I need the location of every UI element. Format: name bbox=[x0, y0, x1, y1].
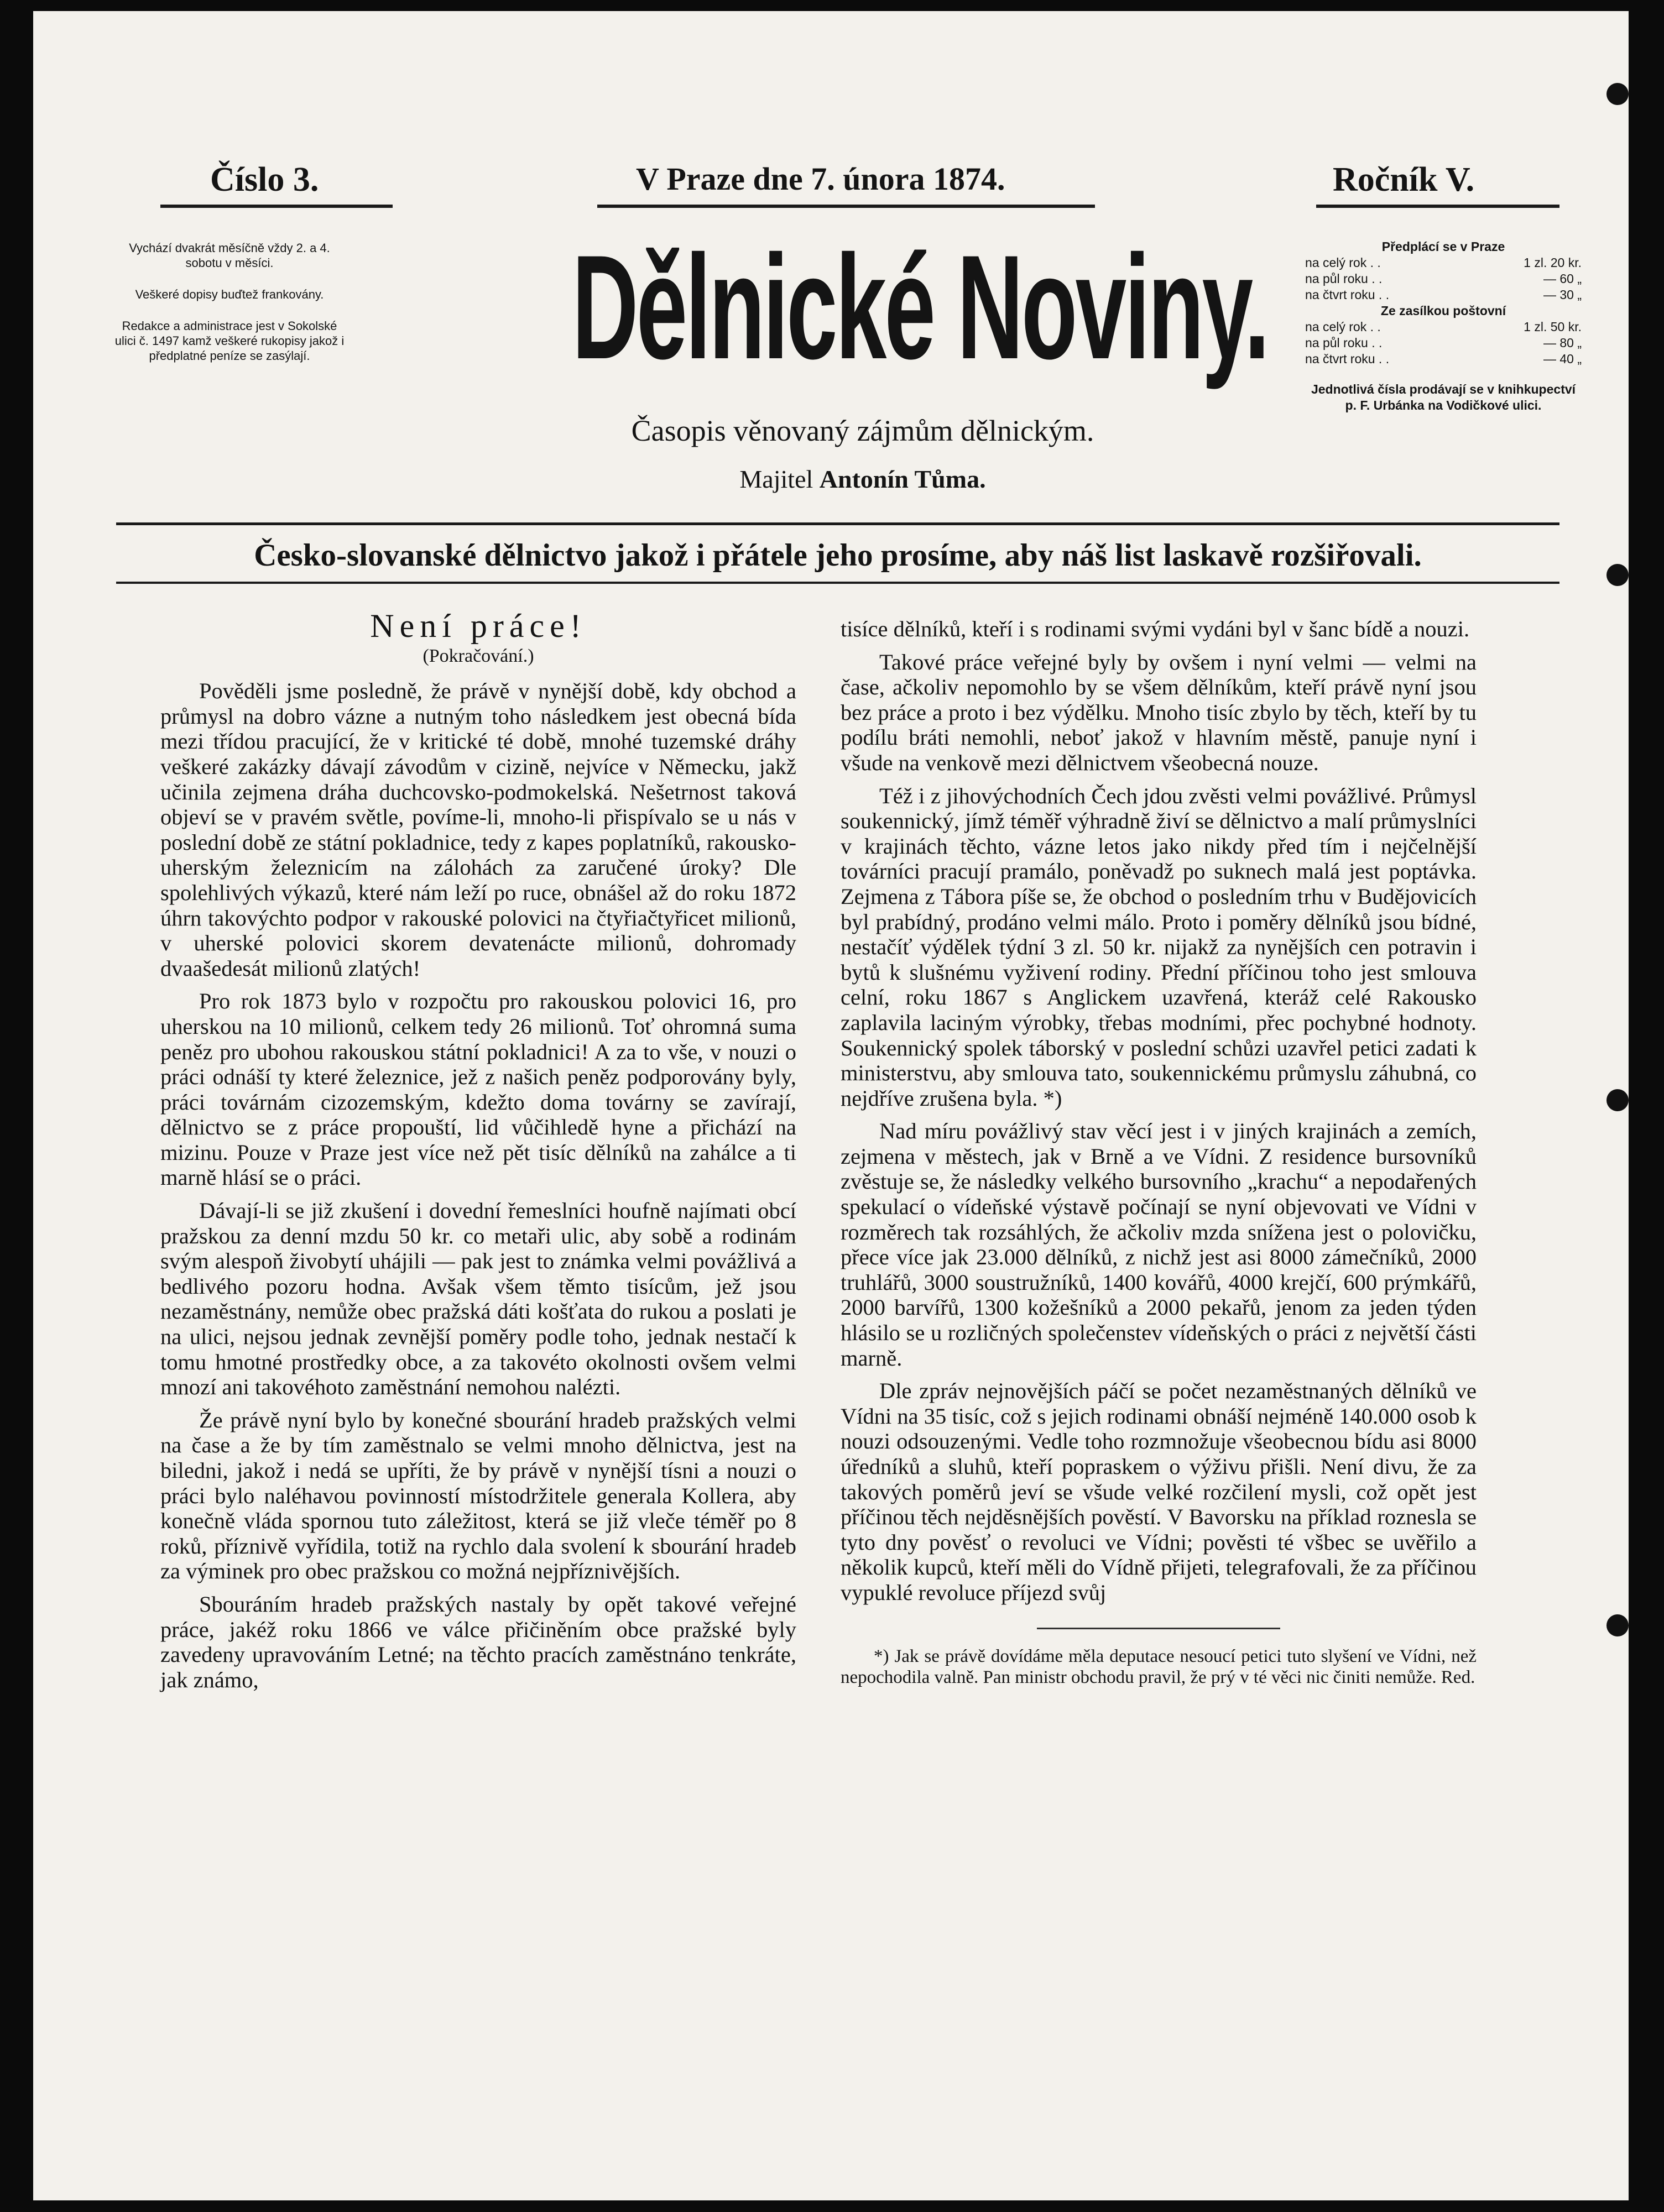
price-row: na celý rok . . 1 zl. 50 kr. bbox=[1305, 320, 1582, 334]
footnote-divider bbox=[1037, 1628, 1280, 1629]
single-issue-note: Jednotlivá čísla prodávají se v knihkupectví p. F. Urbánka na Vodičkové ulici. bbox=[1311, 382, 1576, 412]
paragraph: Dávají-li se již zkušení i dovední řemeslníci houfně najímati obcí pražskou za denní mzdu 50 kr. co metaři ulic, aby sobě a rodinám svým alespoň živobytí uhájili — pak jest to známka velmi povážlivá a bedlivého pozoru hodna. Avšak všem těmto tisícům, jež jsou nezaměstnány, nemůže obec pražská dáti košťata do rukou a poslati je na ulici, nejsou jednak zevnější poměry podle toho, jednak nestačí k tomu hmotné prostředky obce, a za takovéto okolnosti ovšem velmi mnozí ani takovéhoto zaměstnání nemohou nalézti. bbox=[160, 1198, 796, 1400]
price-row: na půl roku . . — 80 „ bbox=[1305, 336, 1582, 350]
price-row: na půl roku . . — 60 „ bbox=[1305, 271, 1582, 286]
column-left bbox=[160, 608, 796, 1700]
info-postage: Veškeré dopisy buďtež frankovány. bbox=[135, 287, 324, 301]
paragraph: Sbouráním hradeb pražských nastaly by opět takové veřejné práce, jakéž roku 1866 ve válce přičiněním obce pražské byly zavedeny upravováním Letné; na těchto pracích zaměstnáno tenkráte, jak známo, bbox=[160, 1591, 796, 1692]
banner-rule-bottom bbox=[116, 582, 1559, 584]
publication-info bbox=[111, 240, 348, 380]
prague-heading: Předplácí se v Praze bbox=[1381, 239, 1505, 254]
paragraph: Pro rok 1873 bylo v rozpočtu pro rakouskou polovici 16, pro uherskou na 10 milionů, celkem tedy 26 milionů. Toť ohromná suma peněz pro ubohou rakouskou státní pokladnici! A za to vše, v nouzi o práci odnáší ty které železnice, jež z našich peněz podporovány byly, práci továrnám cizozemským, kdežto doma továrny se zavírají, dělnictvo se z práce propouští, lid vůčihledě hyne a přichází na mizinu. Pouze v Praze jest více než pět tisíc dělníků na zahálce a ti marně hlásí se o práci. bbox=[160, 989, 796, 1190]
owner-label: Majitel bbox=[739, 465, 813, 493]
issue-date: V Praze dne 7. února 1874. bbox=[636, 161, 1005, 197]
binding-hole bbox=[1606, 1089, 1629, 1111]
rule-right bbox=[1316, 205, 1559, 208]
masthead-subtitle: Časopis věnovaný zájmům dělnickým. bbox=[631, 414, 1094, 447]
paragraph: Též i z jihovýchodních Čech jdou zvěsti velmi povážlivé. Průmysl soukennický, jímž téměř výhradně živí se dělnictvo a malí průmyslníci v krajinách těchto, vázne letos jako nikdy před tím i nejčelnější továrníci pracují pramálo, poněvadž po suknech malá jest poptávka. Zejmena z Tábora píše se, že obchod o posledním trhu v Budějovicích byl prabídný, prodáno velmi málo. Proto i poměry dělníků jsou bídné, nestačíť výdělek týdní 3 zl. 50 kr. nijakž za nynějších cen potravin i bytů k slušnému vyživení rodiny. Přední příčinou toho jest smlouva celní, roku 1867 s Anglickem uzavřená, kteráž celé Rakousko zaplavila laciným výrobky, třebas modními, přec pochybné hodnoty. Soukennický spolek táborský v poslední schůzi uzavřel petici zadati k ministerstvu, aby smlouva tato, soukennickému průmyslu záhubná, co nejdříve zrušena byla. *) bbox=[841, 783, 1477, 1111]
article-title: Není práce! bbox=[370, 608, 587, 644]
issue-number: Číslo 3. bbox=[210, 161, 319, 198]
paragraph: Že právě nyní bylo by konečné sbourání hradeb pražských velmi na čase a že by tím zaměstnalo se velmi mnoho dělnictva, jest na biledni, jakož i nedá se upříti, že by právě v nynější tísni a nouzi o práci bylo naléhavou povinností místodržitele generala Kollera, aby konečně vláda spornou tuto záležitost, která se již vleče téměř po 8 roků, příznivě vyřídila, totiž na rychlo dala svolení k sbourání hradeb za výminek pro obec pražskou co možná nejpříznivějších. bbox=[160, 1407, 796, 1584]
owner-name: Antonín Tůma. bbox=[819, 465, 986, 493]
article-continued: (Pokračování.) bbox=[422, 645, 534, 666]
footnote: *) Jak se právě dovídáme měla deputace nesoucí petici tuto slyšení ve Vídni, než nepochodila valně. Pan ministr obchodu pravil, že prý v té věci nic činiti nemůže. Red. bbox=[841, 1646, 1477, 1687]
binding-hole bbox=[1606, 564, 1629, 586]
paragraph: Nad míru povážlivý stav věcí jest i v jiných krajinách a zemích, zejmena v městech, jak v Brně a ve Vídni. Z residence bursovníků zvěstuje se, že následky velkého bursovního „krachu“ a nepodařených spekulací o vídeňské výstavě počínají se nyní objevovati ve Vídni v rozměrech tak rozsáhlých, že ačkoliv mzda snížena jest o polovičku, přece více jak 23.000 dělníků, z nichž jest asi 8000 zámečníků, 2000 truhlářů, 3000 soustružníků, 1400 kovářů, 4000 krejčí, 600 prýmkářů, 2000 barvířů, 1300 kožešníků a 2000 pekařů, jenom za jeden týden hlásilo se u rozličných společenstev vídeňských o práci z největší části marně. bbox=[841, 1118, 1477, 1371]
binding-hole bbox=[1606, 1614, 1629, 1636]
rule-center bbox=[597, 205, 1095, 208]
paragraph: Takové práce veřejné byly by ovšem i nyní velmi — velmi na čase, ačkoliv nepomohlo by se všem dělníkům, kteří právě nyní jsou bez práce a proto i bez výdělku. Mnoho tisíc zbylo by těch, kteří by tu podílu bráti nemohli, neboť jakož v hlavním městě, panuje nyní i všude na venkově mezi dělnictvem všeobecná nouze. bbox=[841, 649, 1477, 775]
banner-rule-top bbox=[116, 522, 1559, 525]
newspaper-page bbox=[33, 11, 1629, 2200]
paragraph: tisíce dělníků, kteří i s rodinami svými vydáni byl v šanc bídě a nouzi. bbox=[841, 616, 1470, 641]
binding-hole bbox=[1606, 83, 1629, 105]
subscription-prices bbox=[1305, 239, 1582, 414]
price-row: na čtvrt roku . . — 40 „ bbox=[1305, 352, 1582, 366]
masthead-title: Dělnické Noviny. bbox=[572, 224, 1268, 390]
post-heading: Ze zasílkou poštovní bbox=[1380, 304, 1506, 318]
info-frequency: Vychází dvakrát měsíčně vždy 2. a 4. sobotu v měsíci. bbox=[129, 241, 330, 270]
info-editorial-office: Redakce a administrace jest v Sokolské ulici č. 1497 kamž veškeré rukopisy jakož i předplatné peníze se zasýlají. bbox=[114, 319, 345, 363]
price-row: na celý rok . . 1 zl. 20 kr. bbox=[1305, 255, 1582, 270]
paragraph: Pověděli jsme posledně, že právě v nynější době, kdy obchod a průmysl na dobro vázne a nutným toho následkem jest obecná bída mezi třídou pracující, že v kritické té době, mnohé tuzemské dráhy veškeré zakázky dávají závodům v cizině, nejvíce v Německu, jakž učinila zejmena dráha duchcovsko-podmokelská. Nešetrnost taková objeví se v pravém světle, povíme-li, mnoho-li přispívalo se u nás v poslední době ze státní pokladnice, tedy z kapes poplatníků, rakousko-uherským železnicím na zálohách za zaručené úroky? Dle spolehlivých výkazů, které nám leží po ruce, obnášel až do roku 1872 úhrn takovýchto podpor v rakouské polovici na čtyřiačtyřicet milionů, v uherské polovici skorem devatenácte milionů, dohromady dvaašedesát milionů zlatých! bbox=[160, 678, 796, 981]
rule-left bbox=[160, 205, 393, 208]
volume: Ročník V. bbox=[1333, 161, 1475, 198]
price-row: na čtvrt roku . . — 30 „ bbox=[1305, 287, 1582, 302]
paragraph: Dle zpráv nejnovějších páčí se počet nezaměstnaných dělníků ve Vídni na 35 tisíc, což s jejich rodinami obnáší nejméně 140.000 osob k nouzi odsouzenými. Vedle toho rozmnožuje všeobecnou bídu asi 8000 úředníků a sluhů, kteří popraskem o výživu přišli. Není divu, že za takových poměrů jeví se všude velké rozčilení mysli, což opět jest příčinou těch nejděsnějších pověstí. V Bavorsku na příklad roznesla se tyto dny pověsť o revoluci ve Vídni; pověsti té všbec se uvěřilo a několik kupců, kteří měli do Vídně přijeti, telegrafovali, že za příčinou vypuklé revoluce příjezd svůj bbox=[841, 1378, 1477, 1605]
appeal-banner: Česko-slovanské dělnictvo jakož i přátele jeho prosíme, aby náš list laskavě rozšiřovali. bbox=[254, 538, 1422, 573]
masthead-owner bbox=[531, 464, 1194, 494]
column-right bbox=[841, 616, 1477, 1688]
